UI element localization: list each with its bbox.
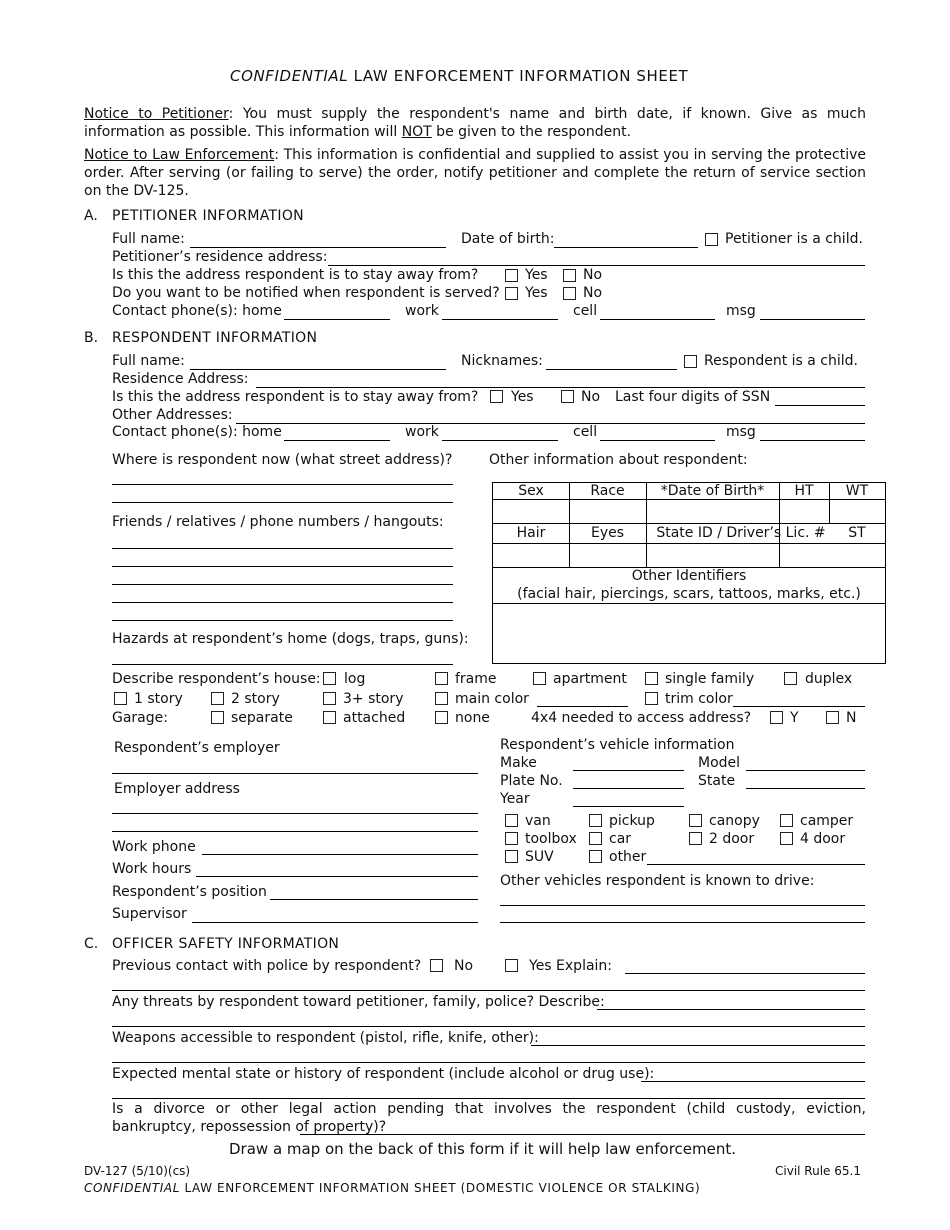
pet-work-label: work (405, 303, 439, 319)
pet-msg-phone-field[interactable] (760, 319, 865, 320)
vehicle-camper-checkbox[interactable] (780, 814, 793, 827)
prev-contact-no-checkbox[interactable] (430, 959, 443, 972)
house-apartment-label: apartment (553, 671, 627, 687)
table-header-state-id: State ID / Driver’s Lic. # (656, 525, 826, 541)
garage-none-checkbox[interactable] (435, 711, 448, 724)
pet-dob-label: Date of birth: (461, 231, 555, 247)
four-by-four-question: 4x4 needed to access address? (531, 710, 752, 726)
resp-child-label: Respondent is a child. (704, 353, 858, 369)
house-label: Describe respondent’s house: (112, 671, 321, 687)
other-vehicles-field-1[interactable] (500, 905, 865, 906)
vehicle-plate-label: Plate No. (500, 773, 563, 789)
table-header-wt: WT (845, 483, 869, 499)
pet-child-checkbox[interactable] (705, 233, 718, 246)
resp-contact-label: Contact phone(s): home (112, 424, 282, 440)
vehicle-model-label: Model (698, 755, 741, 771)
vehicle-pickup-label: pickup (609, 813, 655, 829)
house-trim-color-checkbox[interactable] (645, 692, 658, 705)
employer-field[interactable] (112, 773, 478, 774)
pet-residence-label: Petitioner’s residence address: (112, 249, 328, 265)
house-main-color-label: main color (455, 691, 529, 707)
threats-field-1[interactable] (597, 1009, 865, 1010)
house-main-color-checkbox[interactable] (435, 692, 448, 705)
house-trim-color-field[interactable] (733, 706, 865, 707)
divorce-question: Is a divorce or other legal action pending that involves the respondent (child custody, eviction, bankruptcy, repossession of property)? (112, 1101, 866, 1135)
section-b-title: RESPONDENT INFORMATION (112, 330, 318, 346)
garage-separate-label: separate (231, 710, 293, 726)
vehicle-plate-field[interactable] (573, 788, 684, 789)
resp-hazards-field[interactable] (112, 664, 453, 665)
mental-state-label: Expected mental state or history of respondent (include alcohol or drug use): (112, 1066, 655, 1082)
resp-where-now-label: Where is respondent now (what street address)? (112, 452, 453, 468)
vehicle-4-door-checkbox[interactable] (780, 832, 793, 845)
house-duplex-checkbox[interactable] (784, 672, 797, 685)
resp-other-addresses-field[interactable] (236, 423, 865, 424)
resp-where-now-field-2[interactable] (112, 502, 453, 503)
vehicle-car-checkbox[interactable] (589, 832, 602, 845)
resp-where-now-field-1[interactable] (112, 484, 453, 485)
resp-cell-label: cell (573, 424, 598, 440)
supervisor-label: Supervisor (112, 906, 187, 922)
vehicle-van-checkbox[interactable] (505, 814, 518, 827)
table-other-identifiers-note: (facial hair, piercings, scars, tattoos, marks, etc.) (517, 586, 861, 602)
threats-label: Any threats by respondent toward petitioner, family, police? Describe: (112, 994, 605, 1010)
other-vehicles-field-2[interactable] (500, 922, 865, 923)
vehicle-toolbox-checkbox[interactable] (505, 832, 518, 845)
vehicle-4-door-label: 4 door (800, 831, 846, 847)
footer-italic: CONFIDENTIAL (84, 1181, 181, 1195)
resp-msg-phone-field[interactable] (760, 440, 865, 441)
notice-petitioner-label: Notice to Petitioner (84, 106, 229, 122)
pet-stay-away-no-label: No (583, 267, 603, 283)
section-c-title: OFFICER SAFETY INFORMATION (112, 936, 340, 952)
prev-contact-yes-checkbox[interactable] (505, 959, 518, 972)
house-3-story-label: 3+ story (343, 691, 404, 707)
table-other-identifiers: Other Identifiers (631, 568, 747, 584)
house-1-story-label: 1 story (134, 691, 183, 707)
resp-full-name-label: Full name: (112, 353, 185, 369)
house-duplex-label: duplex (805, 671, 853, 687)
table-header-dob: *Date of Birth* (660, 483, 765, 499)
pet-stay-away-question: Is this the address respondent is to stay away from? (112, 267, 479, 283)
mental-state-field-2[interactable] (112, 1098, 865, 1099)
resp-stay-away-no-label: No (581, 389, 601, 405)
pet-contact-label: Contact phone(s): home (112, 303, 282, 319)
resp-stay-away-no-checkbox[interactable] (561, 390, 574, 403)
garage-separate-checkbox[interactable] (211, 711, 224, 724)
pet-notify-no-checkbox[interactable] (563, 287, 576, 300)
house-frame-label: frame (455, 671, 497, 687)
resp-stay-away-yes-checkbox[interactable] (490, 390, 503, 403)
pet-full-name-label: Full name: (112, 231, 185, 247)
pet-stay-away-yes-label: Yes (525, 267, 548, 283)
garage-none-label: none (455, 710, 490, 726)
vehicle-year-field[interactable] (573, 806, 684, 807)
civil-rule: Civil Rule 65.1 (775, 1164, 861, 1178)
notice-petitioner-text-end: be given to the respondent. (431, 124, 632, 140)
house-2-story-label: 2 story (231, 691, 280, 707)
resp-stay-away-question: Is this the address respondent is to stay away from? (112, 389, 479, 405)
prev-contact-yes-label: Yes Explain: (529, 958, 613, 974)
house-single-family-checkbox[interactable] (645, 672, 658, 685)
resp-msg-label: msg (726, 424, 756, 440)
prev-contact-explain-field[interactable] (625, 973, 865, 974)
employer-label: Respondent’s employer (114, 740, 280, 756)
four-by-four-n-checkbox[interactable] (826, 711, 839, 724)
house-log-checkbox[interactable] (323, 672, 336, 685)
resp-friends-field-4[interactable] (112, 602, 453, 603)
house-3-story-checkbox[interactable] (323, 692, 336, 705)
pet-work-phone-field[interactable] (442, 319, 558, 320)
pet-cell-phone-field[interactable] (600, 319, 715, 320)
footer-rest: LAW ENFORCEMENT INFORMATION SHEET (DOMESTIC VIOLENCE OR STALKING) (184, 1181, 701, 1195)
house-apartment-checkbox[interactable] (533, 672, 546, 685)
table-header-hair: Hair (516, 525, 546, 541)
table-header-ht: HT (794, 483, 814, 499)
work-phone-field[interactable] (202, 854, 478, 855)
pet-notify-question: Do you want to be notified when respondent is served? (112, 285, 500, 301)
resp-friends-field-5[interactable] (112, 620, 453, 621)
position-label: Respondent’s position (112, 884, 267, 900)
four-by-four-n-label: N (846, 710, 857, 726)
vehicle-car-label: car (609, 831, 632, 847)
four-by-four-y-label: Y (790, 710, 799, 726)
vehicle-state-field[interactable] (746, 788, 865, 789)
resp-other-addresses-label: Other Addresses: (112, 407, 233, 423)
resp-residence-label: Residence Address: (112, 371, 249, 387)
house-log-label: log (344, 671, 366, 687)
pet-stay-away-no-checkbox[interactable] (563, 269, 576, 282)
work-hours-field[interactable] (196, 876, 478, 877)
prev-contact-question: Previous contact with police by respondent? (112, 958, 422, 974)
section-a-title: PETITIONER INFORMATION (112, 208, 304, 224)
other-vehicles-label: Other vehicles respondent is known to drive: (500, 873, 815, 889)
resp-work-phone-field[interactable] (442, 440, 558, 441)
pet-dob-field[interactable] (554, 247, 698, 248)
pet-child-label: Petitioner is a child. (725, 231, 863, 247)
four-by-four-y-checkbox[interactable] (770, 711, 783, 724)
form-id: DV-127 (5/10)(cs) (84, 1164, 191, 1178)
resp-ssn-label: Last four digits of SSN (615, 389, 771, 405)
pet-cell-label: cell (573, 303, 598, 319)
prev-contact-no-label: No (454, 958, 474, 974)
vehicle-canopy-label: canopy (709, 813, 760, 829)
vehicle-model-field[interactable] (746, 770, 865, 771)
employer-address-label: Employer address (114, 781, 240, 797)
vehicle-suv-label: SUV (525, 849, 554, 865)
position-field[interactable] (270, 899, 478, 900)
garage-attached-label: attached (343, 710, 406, 726)
house-main-color-field[interactable] (537, 706, 628, 707)
vehicle-other-field[interactable] (647, 864, 865, 865)
resp-friends-field-3[interactable] (112, 584, 453, 585)
title-rest: LAW ENFORCEMENT INFORMATION SHEET (353, 67, 689, 85)
notice-petitioner-text: : You must supply the respondent's name and birth date, if known. Give as much information as possible. This information will (84, 106, 866, 140)
mental-state-field-1[interactable] (641, 1081, 865, 1082)
pet-msg-label: msg (726, 303, 756, 319)
table-header-eyes: Eyes (590, 525, 625, 541)
threats-field-2[interactable] (112, 1026, 865, 1027)
notice-law-text: : This information is confidential and supplied to assist you in serving the protective order. After serving (or failing to serve) the order, notify petitioner and complete the return of service section on the DV-125. (84, 147, 867, 199)
house-trim-color-label: trim color (665, 691, 733, 707)
employer-address-field-2[interactable] (112, 831, 478, 832)
table-header-sex: Sex (518, 483, 544, 499)
resp-friends-label: Friends / relatives / phone numbers / hangouts: (112, 514, 444, 530)
weapons-label: Weapons accessible to respondent (pistol, rifle, knife, other): (112, 1030, 539, 1046)
weapons-field-2[interactable] (112, 1062, 865, 1063)
section-a-letter: A. (84, 208, 98, 224)
resp-other-info-label: Other information about respondent: (489, 452, 748, 468)
table-header-st: ST (848, 525, 866, 541)
vehicle-2-door-label: 2 door (709, 831, 755, 847)
notice-law-enforcement (84, 146, 866, 200)
resp-ssn-field[interactable] (775, 405, 865, 406)
vehicle-other-checkbox[interactable] (589, 850, 602, 863)
resp-friends-field-2[interactable] (112, 566, 453, 567)
title-italic: CONFIDENTIAL (230, 67, 349, 85)
respondent-identification-table (492, 482, 886, 664)
resp-work-label: work (405, 424, 439, 440)
pet-notify-yes-checkbox[interactable] (505, 287, 518, 300)
notice-petitioner (84, 105, 866, 141)
vehicle-pickup-checkbox[interactable] (589, 814, 602, 827)
vehicle-2-door-checkbox[interactable] (689, 832, 702, 845)
vehicle-canopy-checkbox[interactable] (689, 814, 702, 827)
notice-law-label: Notice to Law Enforcement (84, 147, 275, 163)
weapons-field-1[interactable] (531, 1045, 865, 1046)
resp-stay-away-yes-label: Yes (511, 389, 534, 405)
house-2-story-checkbox[interactable] (211, 692, 224, 705)
vehicle-toolbox-label: toolbox (525, 831, 577, 847)
employer-address-field-1[interactable] (112, 813, 478, 814)
work-phone-label: Work phone (112, 839, 196, 855)
vehicle-make-label: Make (500, 755, 537, 771)
section-b-letter: B. (84, 330, 99, 346)
resp-hazards-label: Hazards at respondent’s home (dogs, traps, guns): (112, 631, 469, 647)
house-frame-checkbox[interactable] (435, 672, 448, 685)
pet-home-phone-field[interactable] (284, 319, 390, 320)
garage-attached-checkbox[interactable] (323, 711, 336, 724)
resp-nicknames-field[interactable] (546, 369, 677, 370)
supervisor-field[interactable] (192, 922, 478, 923)
page-title (230, 67, 688, 85)
map-note: Draw a map on the back of this form if it will help law enforcement. (229, 1140, 737, 1158)
footer-title (84, 1179, 700, 1197)
vehicle-state-label: State (698, 773, 736, 789)
notice-not: NOT (401, 124, 432, 140)
pet-notify-yes-label: Yes (525, 285, 548, 301)
resp-friends-field-1[interactable] (112, 548, 453, 549)
table-header-race: Race (590, 483, 625, 499)
garage-label: Garage: (112, 710, 168, 726)
house-single-family-label: single family (665, 671, 755, 687)
house-1-story-checkbox[interactable] (114, 692, 127, 705)
vehicle-camper-label: camper (800, 813, 854, 829)
resp-home-phone-field[interactable] (284, 440, 390, 441)
vehicle-van-label: van (525, 813, 551, 829)
section-c-letter: C. (84, 936, 99, 952)
pet-notify-no-label: No (583, 285, 603, 301)
vehicle-suv-checkbox[interactable] (505, 850, 518, 863)
divorce-field[interactable] (300, 1134, 865, 1135)
work-hours-label: Work hours (112, 861, 192, 877)
resp-nicknames-label: Nicknames: (461, 353, 543, 369)
vehicle-year-label: Year (500, 791, 530, 807)
resp-child-checkbox[interactable] (684, 355, 697, 368)
vehicle-other-label: other (609, 849, 647, 865)
resp-cell-phone-field[interactable] (600, 440, 715, 441)
pet-stay-away-yes-checkbox[interactable] (505, 269, 518, 282)
prev-contact-explain-field-2[interactable] (112, 990, 865, 991)
vehicle-info-label: Respondent’s vehicle information (500, 737, 735, 753)
vehicle-make-field[interactable] (573, 770, 684, 771)
